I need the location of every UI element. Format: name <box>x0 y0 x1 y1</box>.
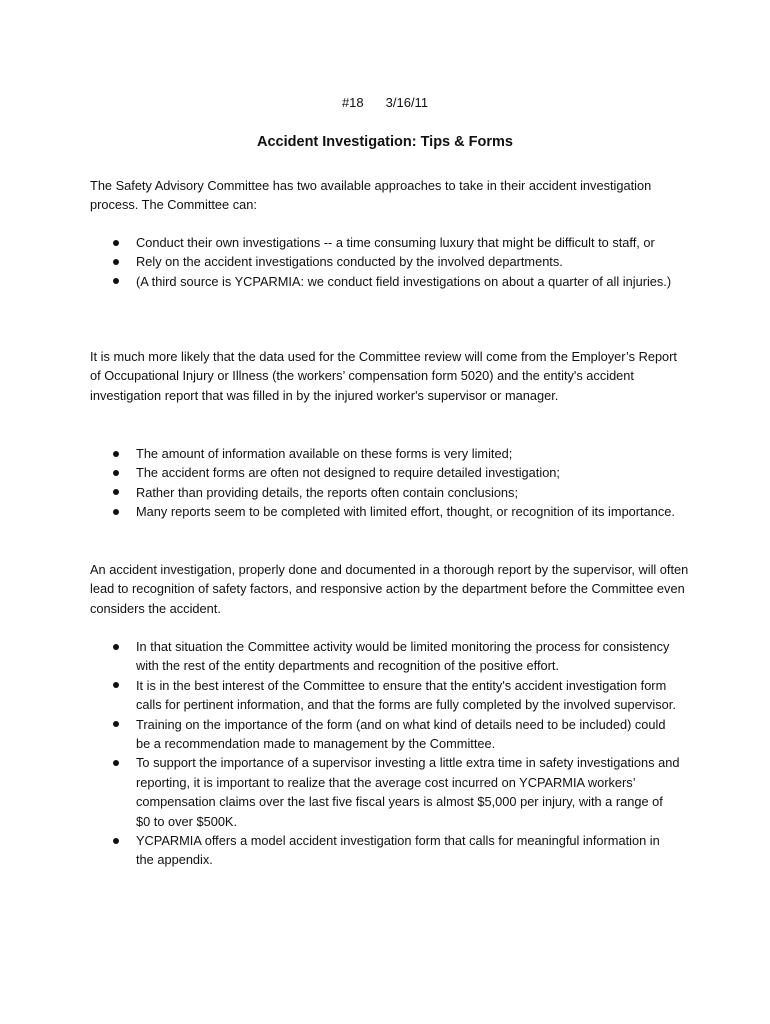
list-item: In that situation the Committee activity would be limited monitoring the process for consistency with the rest of the entity departments and recognition of the positive effort. <box>108 637 680 676</box>
list-item: The accident forms are often not designed to require detailed investigation; <box>108 463 680 482</box>
list-item: To support the importance of a supervisor investing a little extra time in safety investigations and reporting, it is important to realize that the average cost incurred on YCPARMIA workers’ compensation claims over the last five fiscal years is almost $5,000 per injury, with a range of $0 to over $500K. <box>108 753 680 831</box>
intro-paragraph: The Safety Advisory Committee has two available approaches to take in their accident investigation process. The Committee can: <box>90 178 652 213</box>
list-item: Rely on the accident investigations conducted by the involved departments. <box>108 252 680 271</box>
recommendations-list <box>108 637 680 870</box>
list-item: It is in the best interest of the Committee to ensure that the entity's accident investigation form calls for pertinent information, and that the forms are fully completed by the involved supervisor. <box>108 676 680 715</box>
list-item: Many reports seem to be completed with limited effort, thought, or recognition of its importance. <box>108 502 680 521</box>
list-item: (A third source is YCPARMIA: we conduct field investigations on about a quarter of all injuries.) <box>108 272 680 291</box>
list-item: The amount of information available on these forms is very limited; <box>108 444 680 463</box>
list-item: YCPARMIA offers a model accident investigation form that calls for meaningful information in the appendix. <box>108 831 680 870</box>
list-item: Training on the importance of the form (and on what kind of details need to be included) could be a recommendation made to management by the Committee. <box>108 715 680 754</box>
list-item: Rather than providing details, the reports often contain conclusions; <box>108 483 680 502</box>
investigation-paragraph: An accident investigation, properly done and documented in a thorough report by the supervisor, will often lead to recognition of safety factors, and responsive action by the department before the Committee even considers the accident. <box>90 562 689 616</box>
page-title: Accident Investigation: Tips & Forms <box>257 134 513 150</box>
list-item: Conduct their own investigations -- a time consuming luxury that might be difficult to staff, or <box>108 233 680 252</box>
document-number: #18 <box>341 95 364 110</box>
approaches-list <box>108 233 680 291</box>
document-date: 3/16/11 <box>385 95 429 110</box>
document-header <box>0 94 770 112</box>
data-source-paragraph: It is much more likely that the data used for the Committee review will come from the Employer’s Report of Occupational Injury or Illness (the workers’ compensation form 5020) and the entity's accident investigation report that was filled in by the injured worker's supervisor or manager. <box>90 349 677 403</box>
form-limitations-list <box>108 444 680 522</box>
